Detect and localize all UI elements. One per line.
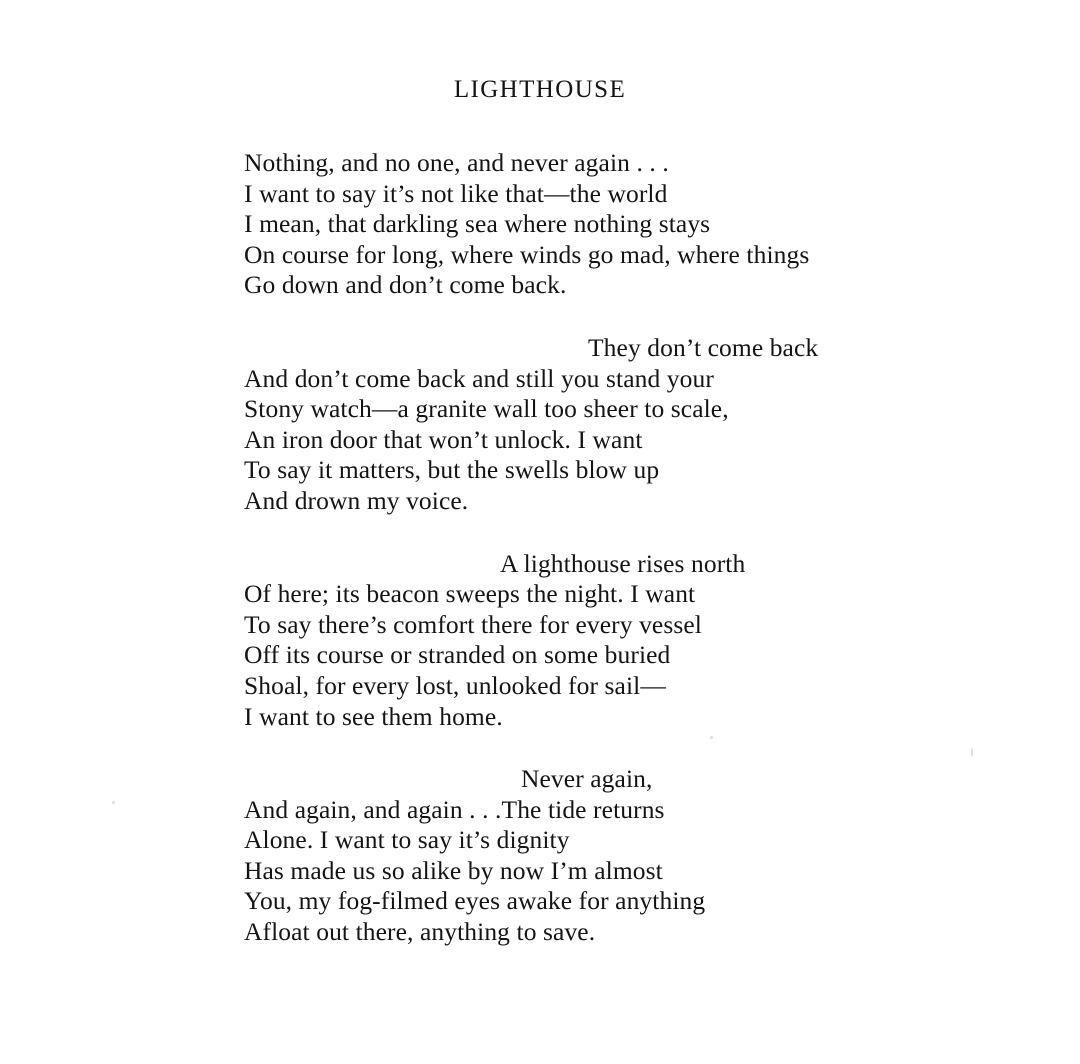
paper-speck: [710, 736, 713, 739]
poem-line: Shoal, for every lost, unlooked for sail—: [244, 670, 666, 700]
poem-line: I want to say it’s not like that—the world: [244, 178, 668, 208]
poem-line: And don’t come back and still you stand your: [244, 363, 714, 393]
poem-line: I mean, that darkling sea where nothing stays: [244, 209, 711, 239]
stanza: [244, 549, 884, 733]
poem-line: Never again,: [521, 764, 653, 794]
poem-line: On course for long, where winds go mad, where things: [244, 239, 810, 269]
stanza: [244, 148, 884, 301]
poem-line: Go down and don’t come back.: [244, 270, 567, 300]
poem-line: Alone. I want to say it’s dignity: [244, 825, 570, 855]
poem-line: A lighthouse rises north: [500, 548, 746, 578]
poem-line: Has made us so alike by now I’m almost: [244, 855, 663, 885]
poem-line: And again, and again . . .The tide returns: [244, 794, 665, 824]
poem-body: [244, 148, 884, 948]
poem-line: An iron door that won’t unlock. I want: [244, 424, 643, 454]
poem-line: And drown my voice.: [244, 485, 469, 515]
poem-line: Off its course or stranded on some buried: [244, 640, 671, 670]
poem-line: To say it matters, but the swells blow up: [244, 455, 660, 485]
poem-line: They don’t come back: [588, 332, 819, 362]
poem-line: Nothing, and no one, and never again . . .: [244, 148, 669, 177]
paper-speck: [112, 801, 115, 804]
poem-line: I want to see them home.: [244, 701, 503, 731]
stanza: [244, 333, 884, 517]
poem-line: Of here; its beacon sweeps the night. I want: [244, 579, 696, 609]
poem-line: Stony watch—a granite wall too sheer to scale,: [244, 394, 729, 424]
paper-speck: [971, 748, 973, 757]
poem-line: Afloat out there, anything to save.: [244, 917, 596, 947]
stanza: [244, 764, 884, 948]
poem-line: You, my fog-filmed eyes awake for anything: [244, 886, 706, 916]
poem-line: To say there’s comfort there for every vessel: [244, 609, 702, 639]
page-title: LIGHTHOUSE: [453, 76, 627, 103]
